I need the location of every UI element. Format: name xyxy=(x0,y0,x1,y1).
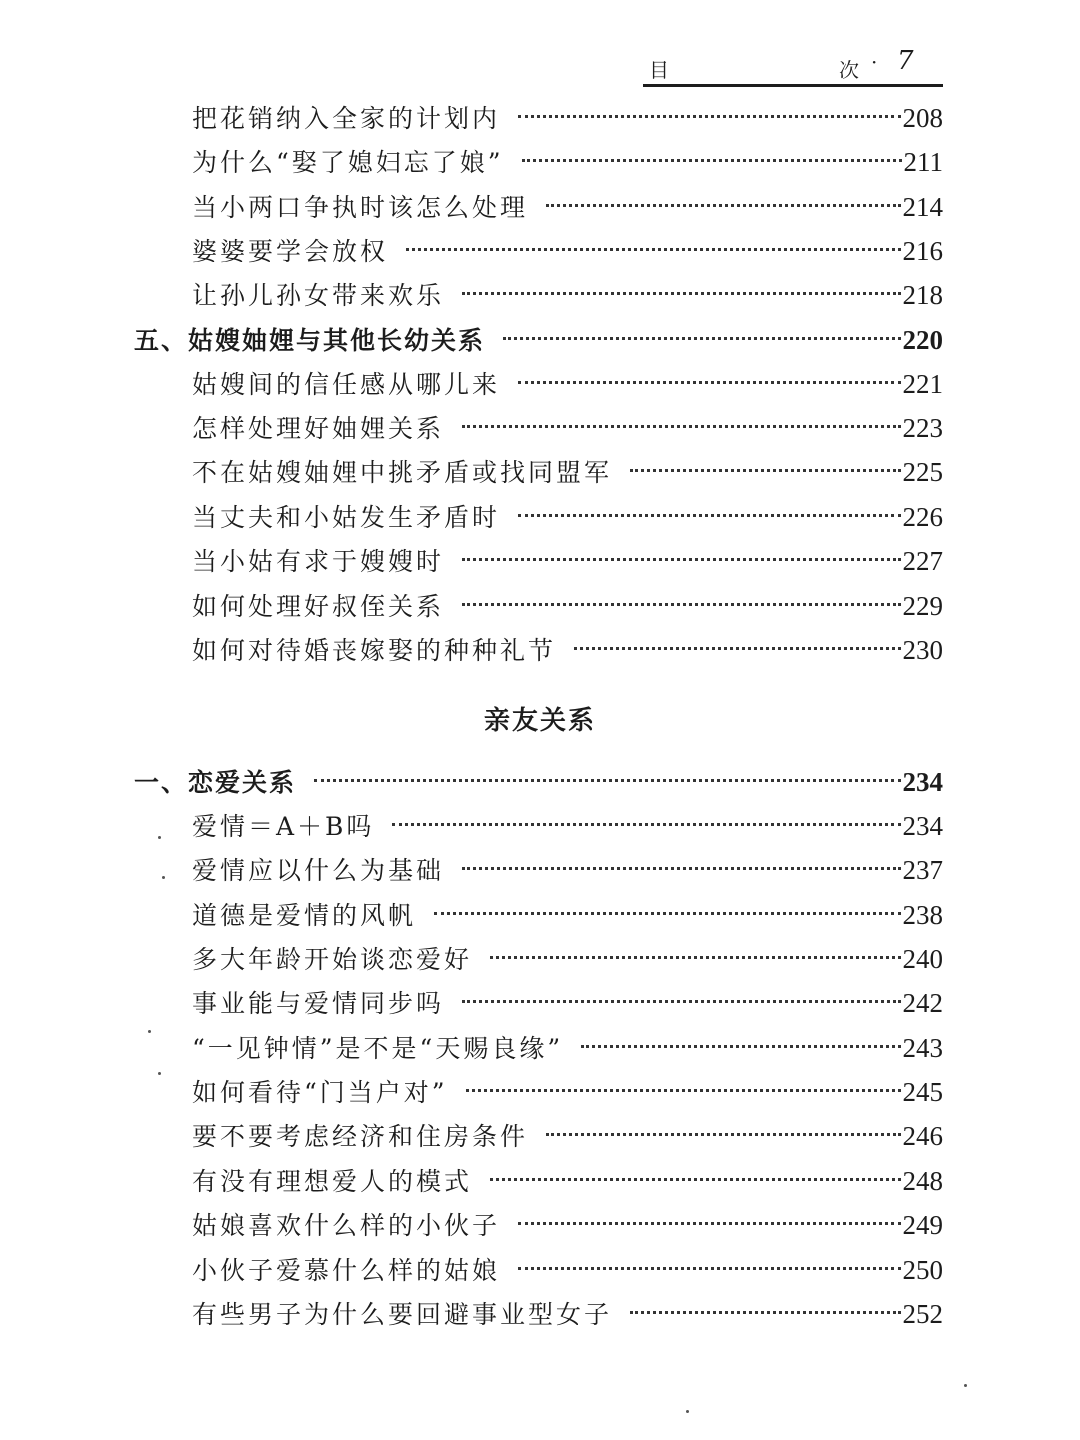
toc-entry-page: 226 xyxy=(902,502,943,532)
toc-entry xyxy=(192,1205,943,1245)
toc-entry xyxy=(192,231,943,271)
toc-entry-title: 如何处理好叔侄关系 xyxy=(192,592,445,621)
toc-entry-page: 216 xyxy=(902,236,943,266)
toc-entry xyxy=(192,939,943,979)
toc-entry xyxy=(192,630,943,670)
toc-entry xyxy=(192,541,943,581)
toc-entry-page: 214 xyxy=(902,192,943,222)
toc-entry-page: 230 xyxy=(902,635,943,665)
part-heading: 亲友关系 xyxy=(483,706,596,736)
toc-entry xyxy=(192,452,943,492)
toc-entry-title: 当丈夫和小姑发生矛盾时 xyxy=(192,503,501,532)
toc-entry xyxy=(192,895,943,935)
toc-entry-title: 姑嫂间的信任感从哪儿来 xyxy=(192,370,501,399)
toc-entry-title: 怎样处理好妯娌关系 xyxy=(192,414,445,443)
toc-entry-page: 221 xyxy=(902,369,943,399)
dot-leader xyxy=(630,469,900,472)
toc-entry-page: 246 xyxy=(902,1121,943,1151)
toc-entry-page: 227 xyxy=(902,546,943,576)
toc-entry xyxy=(192,983,943,1023)
dot-leader xyxy=(392,823,900,826)
toc-entry xyxy=(192,275,943,315)
dot-leader xyxy=(630,1311,900,1314)
toc-entry-title: “一见钟情”是不是“天赐良缘” xyxy=(192,1034,564,1063)
toc-entry-title: 多大年龄开始谈恋爱好 xyxy=(192,945,473,974)
dot-leader xyxy=(518,381,900,384)
dot-leader xyxy=(581,1045,900,1048)
scan-speck xyxy=(162,876,165,879)
dot-leader xyxy=(574,647,900,650)
page-number: 7 xyxy=(897,46,914,76)
toc-entry-page: 220 xyxy=(902,325,943,355)
dot-leader xyxy=(462,292,900,295)
toc-entry xyxy=(192,1116,943,1156)
toc-entry-title: 如何看待“门当户对” xyxy=(192,1078,448,1107)
toc-entry-page: 243 xyxy=(902,1033,943,1063)
dot-leader xyxy=(503,337,900,340)
dot-leader xyxy=(546,1133,900,1136)
toc-entry-page: 245 xyxy=(902,1077,943,1107)
toc-entry-title: 小伙子爱慕什么样的姑娘 xyxy=(192,1256,501,1285)
toc-entry xyxy=(192,497,943,537)
toc-entry xyxy=(192,142,943,182)
header-separator: · xyxy=(871,50,878,74)
toc-entry-page: 237 xyxy=(902,855,943,885)
toc-entry xyxy=(192,364,943,404)
toc-entry xyxy=(192,1250,943,1290)
dot-leader xyxy=(434,912,900,915)
toc-entry xyxy=(192,187,943,227)
toc-entry-title: 把花销纳入全家的计划内 xyxy=(192,104,501,133)
dot-leader xyxy=(462,425,900,428)
toc-entry-title: 不在姑嫂妯娌中挑矛盾或找同盟军 xyxy=(192,458,613,487)
header-title-right: 次 xyxy=(839,58,859,82)
running-header xyxy=(643,48,943,87)
dot-leader xyxy=(490,1178,900,1181)
dot-leader xyxy=(406,248,900,251)
toc-entry-title: 婆婆要学会放权 xyxy=(192,237,389,266)
toc-entry xyxy=(192,586,943,626)
toc-entry xyxy=(192,98,943,138)
toc-section-title: 一、恋爱关系 xyxy=(134,768,297,797)
dot-leader xyxy=(546,204,900,207)
toc-entry-page: 218 xyxy=(902,280,943,310)
toc-entry-title: 为什么“娶了媳妇忘了娘” xyxy=(192,148,504,177)
toc-entry-title: 有些男子为什么要回避事业型女子 xyxy=(192,1300,613,1329)
toc-entry-page: 223 xyxy=(902,413,943,443)
toc-entry-page: 249 xyxy=(902,1210,943,1240)
dot-leader xyxy=(462,603,900,606)
toc-entry-title: 要不要考虑经济和住房条件 xyxy=(192,1122,529,1151)
toc-entry-title: 姑娘喜欢什么样的小伙子 xyxy=(192,1211,501,1240)
toc-entry xyxy=(192,806,943,846)
toc-entry-title: 道德是爱情的风帆 xyxy=(192,901,417,930)
dot-leader xyxy=(462,867,900,870)
dot-leader xyxy=(490,956,900,959)
scan-speck xyxy=(964,1384,967,1387)
dot-leader xyxy=(462,1000,900,1003)
toc-entry xyxy=(192,1161,943,1201)
header-title-left: 目 xyxy=(649,58,669,82)
toc-entry-page: 234 xyxy=(902,767,943,797)
toc-entry-page: 242 xyxy=(902,988,943,1018)
toc-entry-title: 当小两口争执时该怎么处理 xyxy=(192,193,529,222)
dot-leader xyxy=(462,558,900,561)
toc-entry xyxy=(192,1072,943,1112)
toc-entry-page: 250 xyxy=(902,1255,943,1285)
toc-entry-page: 252 xyxy=(902,1299,943,1329)
toc-entry-title: 事业能与爱情同步吗 xyxy=(192,989,445,1018)
toc-section-entry xyxy=(134,762,943,802)
toc-entry-title: 如何对待婚丧嫁娶的种种礼节 xyxy=(192,636,557,665)
toc-entry xyxy=(192,408,943,448)
dot-leader xyxy=(518,1267,900,1270)
scan-speck xyxy=(158,1072,161,1075)
dot-leader xyxy=(314,779,900,782)
toc-entry xyxy=(192,1294,943,1334)
toc-section-entry xyxy=(134,320,943,360)
toc-entry-title: 当小姑有求于嫂嫂时 xyxy=(192,547,445,576)
dot-leader xyxy=(466,1089,901,1092)
dot-leader xyxy=(518,514,900,517)
scan-speck xyxy=(686,1410,689,1413)
scan-speck xyxy=(158,836,161,839)
toc-entry-page: 248 xyxy=(902,1166,943,1196)
toc-entry xyxy=(192,850,943,890)
toc-section-title: 五、姑嫂妯娌与其他长幼关系 xyxy=(134,326,486,355)
toc-entry-page: 208 xyxy=(902,103,943,133)
toc-entry-page: 211 xyxy=(903,147,943,177)
toc-entry-title: 有没有理想爱人的模式 xyxy=(192,1167,473,1196)
dot-leader xyxy=(522,159,902,162)
toc-entry-page: 229 xyxy=(902,591,943,621)
dot-leader xyxy=(518,1222,900,1225)
toc-entry-page: 240 xyxy=(902,944,943,974)
dot-leader xyxy=(518,115,900,118)
toc-entry-page: 225 xyxy=(902,457,943,487)
toc-entry xyxy=(192,1028,943,1068)
toc-entry-title: 让孙儿孙女带来欢乐 xyxy=(192,281,445,310)
toc-entry-title: 爱情＝A＋B吗 xyxy=(192,812,375,841)
toc-entry-page: 238 xyxy=(902,900,943,930)
scan-speck xyxy=(148,1030,151,1033)
toc-entry-title: 爱情应以什么为基础 xyxy=(192,856,445,885)
toc-entry-page: 234 xyxy=(902,811,943,841)
